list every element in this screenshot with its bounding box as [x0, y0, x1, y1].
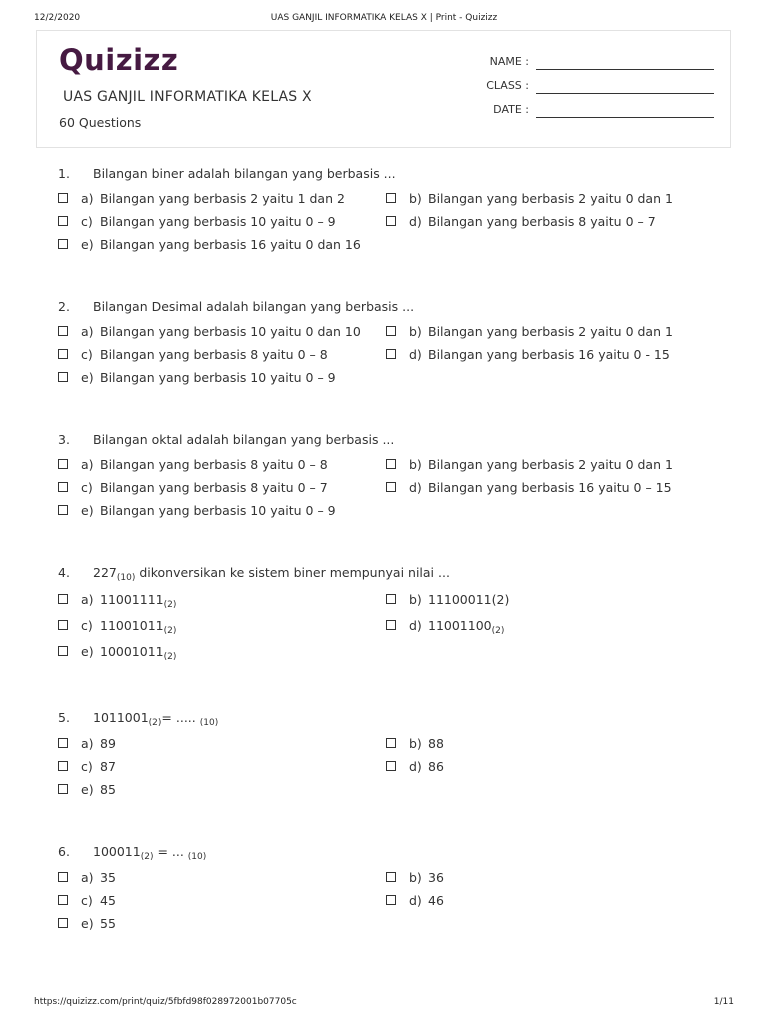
option-text: 46	[428, 893, 444, 908]
base-subscript: (2)	[163, 600, 177, 610]
checkbox[interactable]	[58, 482, 68, 492]
question-number: 5.	[58, 710, 70, 725]
checkbox[interactable]	[58, 895, 68, 905]
option-letter: a)	[81, 324, 94, 339]
option-letter: d)	[409, 347, 422, 362]
checkbox[interactable]	[386, 594, 396, 604]
checkbox[interactable]	[386, 895, 396, 905]
option-text: Bilangan yang berbasis 2 yaitu 0 dan 1	[428, 324, 673, 339]
question-number: 1.	[58, 166, 70, 181]
checkbox[interactable]	[386, 216, 396, 226]
checkbox[interactable]	[58, 326, 68, 336]
checkbox[interactable]	[386, 620, 396, 630]
checkbox[interactable]	[386, 482, 396, 492]
option-text: 45	[100, 893, 116, 908]
option-letter: d)	[409, 759, 422, 774]
option-letter: e)	[81, 916, 94, 931]
question-text: Bilangan Desimal adalah bilangan yang berbasis ...	[93, 299, 415, 314]
option-letter: a)	[81, 736, 94, 751]
option-text: Bilangan yang berbasis 16 yaitu 0 dan 16	[100, 237, 361, 252]
option-text: 87	[100, 759, 116, 774]
option-letter: e)	[81, 644, 94, 659]
base-subscript: (10)	[116, 573, 136, 583]
option-letter: e)	[81, 237, 94, 252]
option-letter: a)	[81, 870, 94, 885]
option-value: 11001111	[100, 592, 164, 607]
option-value: 10001011	[100, 644, 164, 659]
option-letter: d)	[409, 618, 422, 633]
option-text: Bilangan yang berbasis 10 yaitu 0 – 9	[100, 503, 336, 518]
base-subscript: (2)	[163, 652, 177, 662]
class-field	[485, 79, 725, 97]
option-text: Bilangan yang berbasis 8 yaitu 0 – 8	[100, 347, 328, 362]
option-text: 86	[428, 759, 444, 774]
checkbox[interactable]	[58, 505, 68, 515]
option-text: Bilangan yang berbasis 8 yaitu 0 – 7	[100, 480, 328, 495]
question-value: 100011	[93, 844, 141, 859]
question-count: 60 Questions	[59, 115, 142, 130]
checkbox[interactable]	[386, 872, 396, 882]
question-value: 1011001	[93, 710, 149, 725]
option-text: Bilangan yang berbasis 8 yaitu 0 – 8	[100, 457, 328, 472]
option-text: 55	[100, 916, 116, 931]
checkbox[interactable]	[58, 620, 68, 630]
option-text: Bilangan yang berbasis 10 yaitu 0 – 9	[100, 370, 336, 385]
option-value: 11001011	[100, 618, 164, 633]
print-title: UAS GANJIL INFORMATIKA KELAS X | Print - Quizizz	[270, 13, 498, 23]
checkbox[interactable]	[58, 349, 68, 359]
option-letter: c)	[81, 347, 93, 362]
question-rest: = ...	[153, 844, 184, 859]
option-letter: d)	[409, 214, 422, 229]
checkbox[interactable]	[58, 738, 68, 748]
question-text	[93, 710, 218, 728]
class-line	[536, 93, 714, 94]
quiz-header	[36, 30, 731, 148]
option-letter: c)	[81, 214, 93, 229]
option-text: Bilangan yang berbasis 2 yaitu 0 dan 1	[428, 457, 673, 472]
question-rest: = .....	[161, 710, 196, 725]
option-text	[100, 618, 176, 636]
option-letter: b)	[409, 457, 422, 472]
base-subscript: (2)	[148, 718, 162, 728]
base-subscript: (2)	[163, 626, 177, 636]
option-text: Bilangan yang berbasis 16 yaitu 0 – 15	[428, 480, 672, 495]
date-label: DATE :	[493, 103, 529, 116]
checkbox[interactable]	[58, 216, 68, 226]
checkbox[interactable]	[58, 372, 68, 382]
option-letter: a)	[81, 592, 94, 607]
checkbox[interactable]	[58, 193, 68, 203]
quiz-title: UAS GANJIL INFORMATIKA KELAS X	[63, 89, 312, 105]
option-text: Bilangan yang berbasis 2 yaitu 1 dan 2	[100, 191, 345, 206]
base-subscript: (2)	[491, 626, 505, 636]
base-suffix: (10)	[187, 852, 207, 862]
option-letter: b)	[409, 191, 422, 206]
print-footer	[0, 997, 768, 1011]
date-line	[536, 117, 714, 118]
checkbox[interactable]	[386, 459, 396, 469]
option-letter: c)	[81, 893, 93, 908]
option-text: 85	[100, 782, 116, 797]
option-text: 11100011(2)	[428, 592, 510, 607]
option-text: 88	[428, 736, 444, 751]
option-value: 11001100	[428, 618, 492, 633]
checkbox[interactable]	[386, 761, 396, 771]
checkbox[interactable]	[58, 761, 68, 771]
question-text: Bilangan oktal adalah bilangan yang berbasis ...	[93, 432, 395, 447]
option-letter: c)	[81, 480, 93, 495]
option-letter: d)	[409, 893, 422, 908]
option-letter: a)	[81, 457, 94, 472]
option-text: Bilangan yang berbasis 16 yaitu 0 - 15	[428, 347, 670, 362]
option-text	[100, 592, 176, 610]
class-label: CLASS :	[486, 79, 529, 92]
checkbox[interactable]	[386, 193, 396, 203]
checkbox[interactable]	[58, 784, 68, 794]
option-text: Bilangan yang berbasis 2 yaitu 0 dan 1	[428, 191, 673, 206]
option-text	[428, 618, 504, 636]
checkbox[interactable]	[58, 594, 68, 604]
quizizz-logo: Quizizz	[59, 43, 179, 77]
option-text	[100, 644, 176, 662]
print-header	[0, 13, 768, 27]
print-url: https://quizizz.com/print/quiz/5fbfd98f028972001b07705c	[34, 997, 297, 1007]
question-number: 3.	[58, 432, 70, 447]
option-letter: b)	[409, 592, 422, 607]
checkbox[interactable]	[386, 349, 396, 359]
checkbox[interactable]	[58, 239, 68, 249]
option-text: Bilangan yang berbasis 10 yaitu 0 dan 10	[100, 324, 361, 339]
option-text: 36	[428, 870, 444, 885]
question-value: 227	[93, 565, 117, 580]
question-text	[93, 844, 206, 862]
base-suffix: (10)	[199, 718, 219, 728]
checkbox[interactable]	[58, 646, 68, 656]
option-letter: c)	[81, 759, 93, 774]
option-text: Bilangan yang berbasis 8 yaitu 0 – 7	[428, 214, 656, 229]
question-text: Bilangan biner adalah bilangan yang berbasis ...	[93, 166, 396, 181]
name-field	[485, 55, 725, 73]
question-number: 2.	[58, 299, 70, 314]
option-letter: e)	[81, 370, 94, 385]
checkbox[interactable]	[386, 738, 396, 748]
print-date: 12/2/2020	[34, 13, 81, 23]
checkbox[interactable]	[58, 918, 68, 928]
question-number: 4.	[58, 565, 70, 580]
option-text: 35	[100, 870, 116, 885]
checkbox[interactable]	[58, 872, 68, 882]
option-letter: c)	[81, 618, 93, 633]
question-rest: dikonversikan ke sistem biner mempunyai nilai ...	[135, 565, 450, 580]
name-line	[536, 69, 714, 70]
checkbox[interactable]	[58, 459, 68, 469]
name-label: NAME :	[489, 55, 529, 68]
option-letter: b)	[409, 870, 422, 885]
option-letter: b)	[409, 324, 422, 339]
option-letter: e)	[81, 503, 94, 518]
option-letter: a)	[81, 191, 94, 206]
option-letter: b)	[409, 736, 422, 751]
option-letter: e)	[81, 782, 94, 797]
base-subscript: (2)	[140, 852, 154, 862]
question-number: 6.	[58, 844, 70, 859]
option-text: Bilangan yang berbasis 10 yaitu 0 – 9	[100, 214, 336, 229]
question-text	[93, 565, 450, 583]
option-letter: d)	[409, 480, 422, 495]
checkbox[interactable]	[386, 326, 396, 336]
date-field	[485, 103, 725, 121]
option-text: 89	[100, 736, 116, 751]
page-number: 1/11	[713, 997, 734, 1007]
